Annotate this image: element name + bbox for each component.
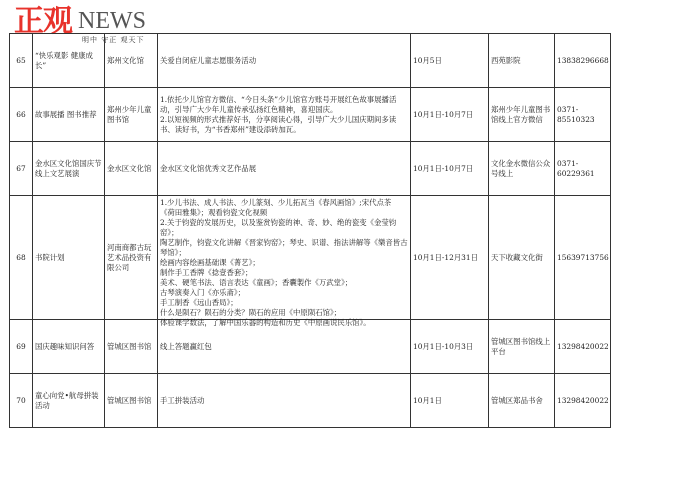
- table-row: [10, 196, 611, 320]
- table-row: [10, 320, 611, 374]
- activity-place: 郑州少年儿童图书馆线上官方微信: [489, 88, 555, 142]
- contact-phone: 0371-60229361: [555, 142, 611, 196]
- organizer: 郑州文化馆: [105, 34, 158, 88]
- row-number: 70: [10, 374, 33, 428]
- table-row: [10, 34, 611, 88]
- content-line: 1.少儿书法、成人书法、少儿篆刻、少儿拓瓦当《春风画馆》;宋代点茶 《荷田雅集》；观看钧瓷文化视频: [160, 197, 392, 217]
- activity-place: 西苑影院: [489, 34, 555, 88]
- activity-name: 童心向党•航母拼装活动: [33, 374, 105, 428]
- activity-place: 管城区图书馆线上平台: [489, 320, 555, 374]
- contact-phone: 0371-85510323: [555, 88, 611, 142]
- table-row: [10, 374, 611, 428]
- content-line: 制作手工香牌《捻壹香套》；: [160, 267, 253, 277]
- activity-content: [158, 317, 411, 374]
- content-line: 绘画内容绘画基础课《菁艺》；: [160, 257, 260, 267]
- organizer: 河南商都古玩艺术品投资有限公司: [105, 196, 158, 320]
- table-body: [10, 34, 611, 428]
- activity-time: 10月1日-12月31日: [411, 196, 489, 320]
- activity-name: 国庆趣味知识问答: [33, 320, 105, 374]
- logo-slogan: 明中 守正 观天下: [82, 36, 145, 44]
- activity-content: [158, 374, 411, 428]
- table-row: [10, 88, 611, 142]
- content-line: 古琴演奏入门《亦乐斋》；: [160, 287, 245, 297]
- activity-content: [158, 34, 411, 88]
- activity-place: 管城区郑品书舍: [489, 374, 555, 428]
- content-line: 线上答题赢红包: [160, 341, 212, 351]
- activity-place: 文化金水微信公众号线上: [489, 142, 555, 196]
- organizer: 管城区图书馆: [105, 374, 158, 428]
- contact-phone: 13298420022: [555, 374, 611, 428]
- row-number: 68: [10, 196, 33, 320]
- activity-place: 天下收藏文化街: [489, 196, 555, 320]
- row-number: 69: [10, 320, 33, 374]
- activity-time: 10月1日-10月7日: [411, 142, 489, 196]
- content-line: 体验课学数法，了解中国乐器的构造和历史《中原画说民乐馆》。: [160, 317, 371, 327]
- activity-time: 10月1日: [411, 374, 489, 428]
- activity-time: 10月1日-10月7日: [411, 88, 489, 142]
- activity-name: 书院计划: [33, 196, 105, 320]
- contact-phone: 15639713756: [555, 196, 611, 320]
- contact-phone: 13838296668: [555, 34, 611, 88]
- activity-content: [158, 88, 411, 142]
- organizer: 金水区文化馆: [105, 142, 158, 196]
- content-line: 什么是陨石？陨石的分类？陨石的应用《中原陨石馆》；: [160, 307, 342, 317]
- activity-content: [158, 196, 411, 327]
- content-line: 2.以短视频的形式推荐好书，分享阅读心得，引导广大少儿国庆期间多读书、读好书，为“书香郑州”建设添砖加瓦。: [160, 114, 397, 134]
- content-line: 陶艺制作，钧瓷文化讲解《晋家钧窑》；琴史、识谱、指法讲解等《樂音皆古琴馆》；: [160, 237, 408, 257]
- content-line: 美术、硬笔书法、语言表达《童画》；香囊製作《万武堂》；: [160, 277, 353, 287]
- content-line: 关爱自闭症儿童志愿服务活动: [160, 55, 257, 65]
- activity-name: 故事展播 图书推荐: [33, 88, 105, 142]
- organizer: 郑州少年儿童图书馆: [105, 88, 158, 142]
- activity-name: 金水区文化馆国庆节线上文艺展演: [33, 142, 105, 196]
- row-number: 67: [10, 142, 33, 196]
- content-line: 2.关于钧瓷的发展历史，以及鉴赏钧瓷的神、奇、妙、绝的瓷变《金莹钧窑》；: [160, 217, 397, 237]
- row-number: 66: [10, 88, 33, 142]
- logo-chinese-text: 正观: [14, 4, 72, 39]
- contact-phone: 13298420022: [555, 320, 611, 374]
- content-line: 金水区文化馆优秀文艺作品展: [160, 163, 257, 173]
- activity-content: [158, 142, 411, 196]
- table-row: [10, 142, 611, 196]
- activity-name: “快乐观影 健康成长”: [33, 34, 105, 88]
- activity-time: 10月1日-10月3日: [411, 320, 489, 374]
- content-line: 手工拼装活动: [160, 395, 205, 405]
- logo-english-text: NEWS: [78, 8, 146, 34]
- activity-time: 10月5日: [411, 34, 489, 88]
- row-number: 65: [10, 34, 33, 88]
- organizer: 管城区图书馆: [105, 320, 158, 374]
- content-line: 手工制香《远山香局》；: [160, 297, 238, 307]
- activity-table: [9, 33, 611, 428]
- content-line: 1.依托少儿馆官方微信、“今日头条”少儿馆官方账号开展红色故事展播活动，引导广大少年儿童传承弘扬红色精神，喜迎国庆。: [160, 94, 397, 114]
